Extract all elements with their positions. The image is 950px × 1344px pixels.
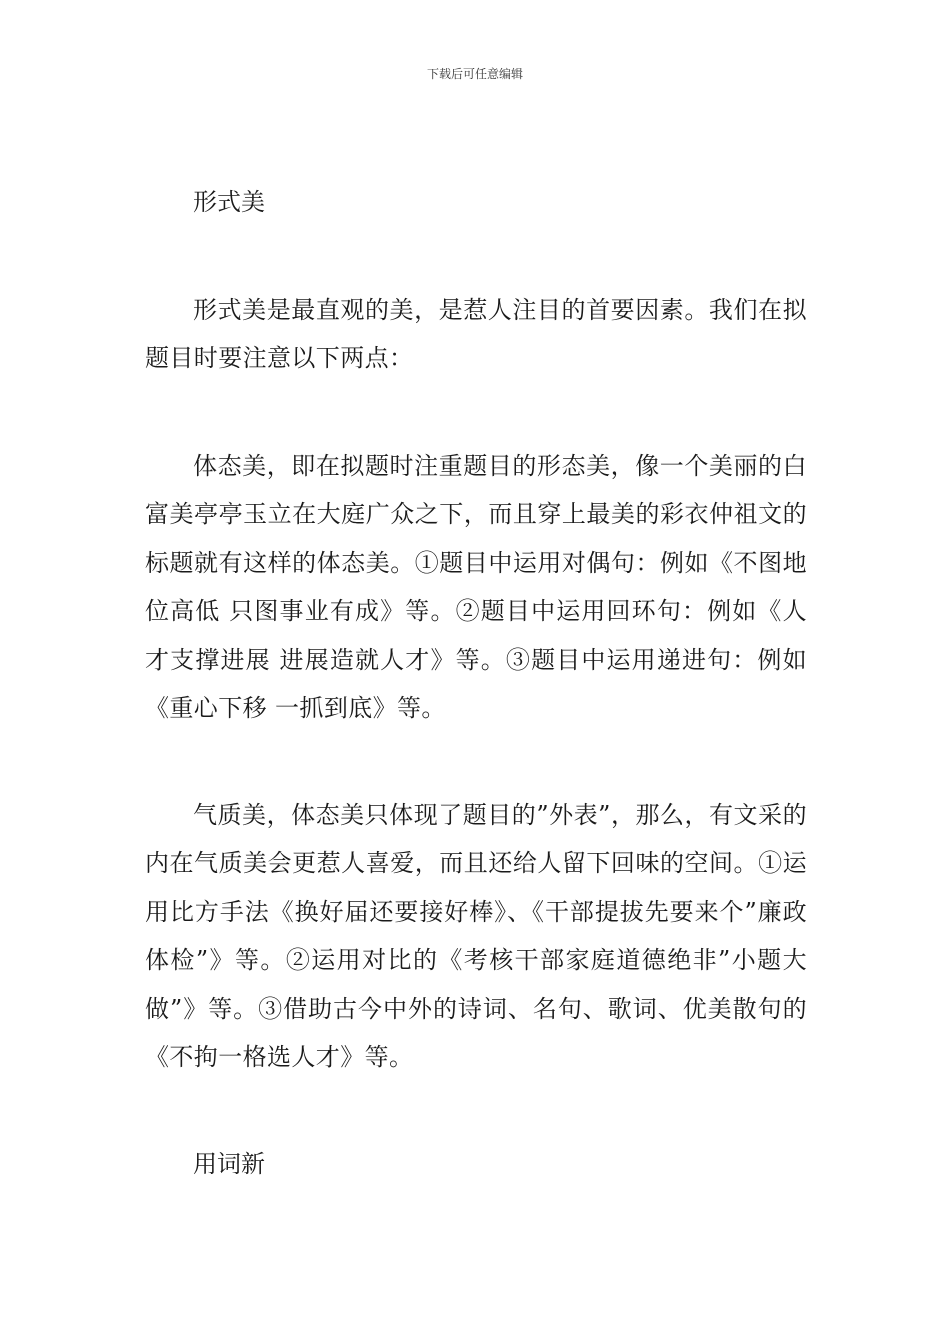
paragraph-spacer: [145, 733, 807, 791]
heading-form-beauty: 形式美: [193, 188, 265, 216]
paragraph-spacer: [145, 383, 807, 442]
paragraph-spacer: [145, 1082, 807, 1140]
page-header-note: 下载后可任意编辑: [426, 67, 523, 81]
heading-new-words: 用词新: [193, 1149, 265, 1178]
paragraph-temperament-beauty: 气质美，体态美只体现了题目的”外表”，那么，有文采的内在气质美会更惹人喜爱，而且还给人留下回味的空间。①运用比方手法《换好届还要接好棒》、《干部提拔先要来个”廉政体检”》等。②运用对比的《考核干部家庭道德绝非”小题大做”》等。③借助古今中外的诗词、名句、歌词、优美散句的《不拘一格选人才》等。: [145, 800, 807, 1071]
paragraph-spacer: [145, 227, 807, 286]
paragraph-intro: 形式美是最直观的美，是惹人注目的首要因素。我们在拟题目时要注意以下两点：: [145, 295, 807, 372]
paragraph-posture-beauty: 体态美，即在拟题时注重题目的形态美，像一个美丽的白富美亭亭玉立在大庭广众之下，而且穿上最美的彩衣仲祖文的标题就有这样的体态美。①题目中运用对偶句：例如《不图地位高低 只图事业有成》等。②题目中运用回环句：例如《人才支撑进展 进展造就人才》等。③题目中运用递进句：例如《重心下移 一抓到底》等。: [145, 451, 807, 722]
document-body: [145, 178, 807, 1188]
